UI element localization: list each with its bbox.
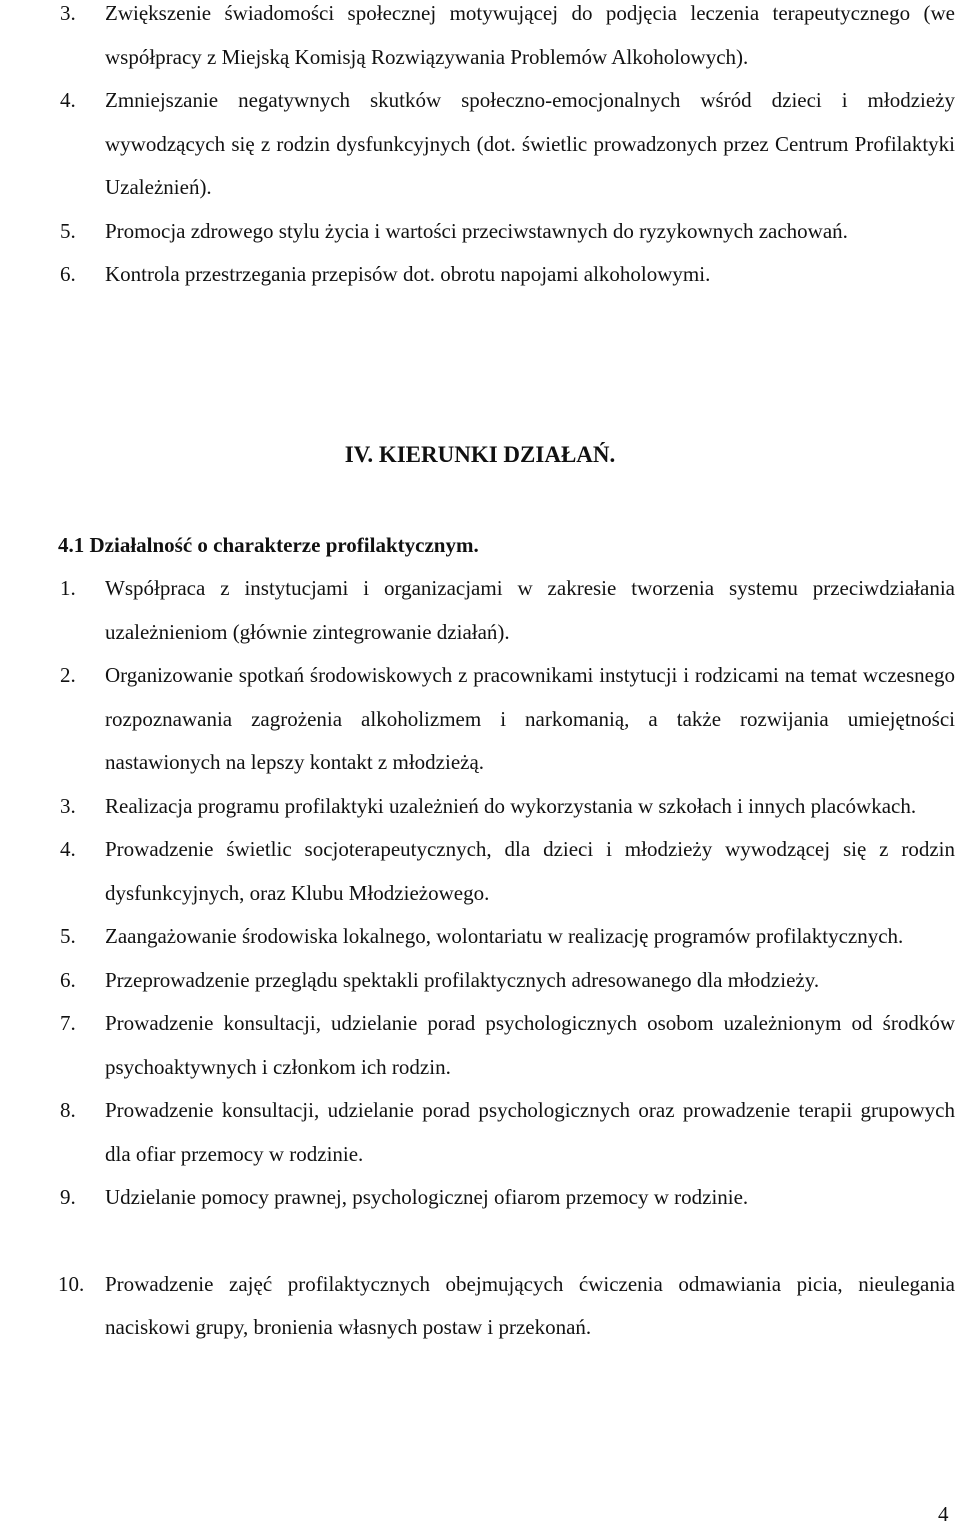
list-item (0, 828, 960, 915)
list-item-number: 7. (60, 1011, 76, 1035)
list-item-text: Promocja zdrowego stylu życia i wartości przeciwstawnych do ryzykownych zachowań. (105, 218, 848, 243)
list-item-text: Zwiększenie świadomości społecznej motywującej do podjęcia leczenia terapeutycznego (we współpracy z Miejską Komisją Rozwiązywania Problemów Alkoholowych). (105, 1, 955, 69)
section-numeral: IV. (344, 442, 374, 467)
list-item-number: 1. (60, 576, 76, 600)
list-item (0, 253, 960, 297)
list-item-number: 8. (60, 1098, 76, 1122)
list-item (0, 210, 960, 254)
list-item (0, 959, 960, 1003)
list-item-text: Udzielanie pomocy prawnej, psychologicznej ofiarom przemocy w rodzinie. (105, 1185, 749, 1209)
section-title: KIERUNKI DZIAŁAŃ. (378, 442, 616, 467)
list-item-number: 6. (60, 262, 76, 286)
list-item-text: Prowadzenie konsultacji, udzielanie porad psychologicznych oraz prowadzenie terapii grupowych dla ofiar przemocy w rodzinie. (105, 1098, 955, 1166)
list-item-text: Współpraca z instytucjami i organizacjami w zakresie tworzenia systemu przeciwdziałania uzależnieniom (głównie zintegrowanie działań). (105, 576, 955, 644)
list-item (0, 567, 960, 654)
list-item (0, 1002, 960, 1089)
list-item-number: 4. (60, 88, 76, 112)
goals-list (0, 0, 960, 297)
list-item-text: Prowadzenie zajęć profilaktycznych obejmujących ćwiczenia odmawiania picia, nieulegania naciskowi grupy, bronienia własnych postaw i przekonań. (105, 1271, 955, 1339)
list-item-text: Realizacja programu profilaktyki uzależnień do wykorzystania w szkołach i innych placówkach. (105, 793, 917, 818)
list-item-number: 3. (60, 1, 76, 25)
list-item (0, 915, 960, 959)
list-item-text: Zmniejszanie negatywnych skutków społeczno-emocjonalnych wśród dzieci i młodzieży wywodzących się z rodzin dysfunkcyjnych (dot. świetlic prowadzonych przez Centrum Profilaktyki Uzależnień). (105, 88, 955, 199)
list-item (0, 654, 960, 785)
list-item (0, 1176, 960, 1220)
list-item-text: Prowadzenie świetlic socjoterapeutycznych, dla dzieci i młodzieży wywodzącej się z rodzin dysfunkcyjnych, oraz Klubu Młodzieżowego. (105, 837, 955, 905)
list-item-number: 2. (60, 663, 76, 687)
page-number: 4 (938, 1502, 949, 1526)
list-item-text: Prowadzenie konsultacji, udzielanie porad psychologicznych osobom uzależnionym od środków psychoaktywnych i członkom ich rodzin. (105, 1011, 955, 1079)
list-item-number: 5. (60, 218, 76, 243)
list-item-number: 4. (60, 837, 76, 861)
list-item (0, 785, 960, 829)
list-item-text: Przeprowadzenie przeglądu spektakli profilaktycznych adresowanego dla młodzieży. (105, 967, 820, 992)
list-item-text: Zaangażowanie środowiska lokalnego, wolontariatu w realizację programów profilaktycznych. (105, 924, 904, 948)
section-heading (0, 433, 960, 476)
subsection-heading: 4.1 Działalność o charakterze profilaktycznym. (58, 533, 479, 557)
list-item (0, 1089, 960, 1176)
list-item (0, 0, 960, 79)
list-item-text: Kontrola przestrzegania przepisów dot. obrotu napojami alkoholowymi. (105, 262, 711, 286)
list-item-text: Organizowanie spotkań środowiskowych z pracownikami instytucji i rodzicami na temat wczesnego rozpoznawania zagrożenia alkoholizmem i narkomanią, a także rozwijania umiejętności nastawionych na lepszy kontakt z młodzieżą. (105, 663, 955, 774)
list-item-number: 6. (60, 967, 76, 992)
list-item (0, 79, 960, 210)
list-item (0, 1263, 960, 1350)
list-item-number: 10. (58, 1271, 85, 1296)
list-item-number: 9. (60, 1185, 76, 1209)
activities-list (0, 567, 960, 1350)
list-item-number: 3. (60, 793, 76, 818)
list-item-number: 5. (60, 924, 76, 948)
